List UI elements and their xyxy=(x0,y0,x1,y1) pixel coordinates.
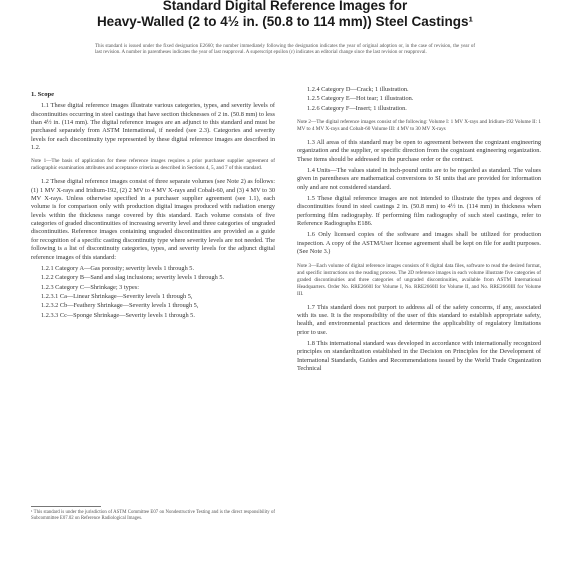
list-item-1-2-3: 1.2.3 Category C—Shrinkage; 3 types: xyxy=(41,283,139,291)
title-line-2: Heavy-Walled (2 to 4½ in. (50.8 to 114 mm)) Steel Castings¹ xyxy=(96,14,474,29)
note-2: Note 2—The digital reference images consist of the following: Volume I: 1 MV X-rays and Iridium-192 Volume II: 1 MV to 4 MV X-rays and Cobalt-60 Volume III: 4 MV to 30 MV X-rays xyxy=(297,119,541,133)
list-item-1-2-2: 1.2.2 Category B—Sand and slag inclusions; severity levels 1 through 5. xyxy=(41,274,225,282)
footnote-area xyxy=(31,500,275,522)
paragraph-1-6: 1.6 Only licensed copies of the software and images shall be utilized for production inspection. A copy of the ASTM/User license agreement shall be kept on file for audit purposes. (See Note 3.) xyxy=(297,231,541,256)
footnote-1: ¹ This standard is under the jurisdiction of ASTM Committee E07 on Nondestructive Testing and is the direct responsibility of Subcommittee E07.02 on Reference Radiological Images. xyxy=(31,510,275,521)
paragraph-1-7: 1.7 This standard does not purport to address all of the safety concerns, if any, associated with its use. It is the responsibility of the user of this standard to establish appropriate safety, health, and environmental practices and determine the applicability of regulatory limitations prior to use. xyxy=(297,303,541,336)
paragraph-1-1: 1.1 These digital reference images illustrate various categories, types, and severity levels of discontinuities occurring in steel castings that have section thicknesses of 2 in. (50.8 mm) to less than 4½ in. (114 mm). The digital reference images are an adjunct to this standard and must be purchased separately from ASTM International, if needed (see 2.3). Categories and severity levels for each discontinuity type represented by these digital reference images are described in 1.2. xyxy=(31,102,275,152)
note-1: Note 1—The basis of application for these reference images requires a prior purchaser supplier agreement of radiographic examination attributes and acceptance criteria as described in Sections 4, 5, and 7 of this standard. xyxy=(31,158,275,172)
paragraph-1-2: 1.2 These digital reference images consist of three separate volumes (see Note 2) as follows: (1) 1 MV X-rays and Iridium-192, (2) 2 MV to 4 MV X-rays and Cobalt-60, and (3) 4 MV to 30 MV X-rays. Unless otherwise specified in a purchaser supplier agreement (see 1.1), each volume is for comparison only with production digital images produced with radiation energy levels within the thickness range covered by this standard. Each volume consists of five categories of graded discontinuities of increasing severity level and three categories of ungraded discontinuities. Reference images containing ungraded discontinuities are provided as a guide for recognition of a specific casting discontinuity type where severity levels are not needed. The following is a list of discontinuity categories, types, and severity levels for the adjunct digital reference images of this standard: xyxy=(31,178,275,261)
footnote-rule xyxy=(31,506,101,507)
document-title xyxy=(0,0,570,30)
right-column xyxy=(297,86,541,376)
list-item-1-2-4: 1.2.4 Category D—Crack; 1 illustration. xyxy=(307,86,409,93)
list-item-1-2-5: 1.2.5 Category E—Hot tear; 1 illustration. xyxy=(307,95,414,103)
list-item-1-2-6: 1.2.6 Category F—Insert; 1 illustration. xyxy=(307,104,407,112)
paragraph-1-5: 1.5 These digital reference images are not intended to illustrate the types and degrees of discontinuities found in steel castings 2 in. (50.8 mm) to 4½ in. (114 mm) in thickness when performing film radiography. If performing film radiography of such steel castings, refer to Reference Radiographs E186. xyxy=(297,195,541,228)
paragraph-1-3: 1.3 All areas of this standard may be open to agreement between the cognizant engineering organization and the supplier, or specific direction from the cognizant engineering organization. These items should be addressed in the purchase order or the contract. xyxy=(297,139,541,163)
designation-notice: This standard is issued under the fixed designation E2660; the number immediately following the designation indicates the year of original adoption or, in the case of revision, the year of last revision. A number in parentheses indicates the year of last reapproval. A superscript epsilon (ε) indicates an editorial change since the last revision or reapproval. xyxy=(95,44,475,56)
paragraph-1-4: 1.4 Units—The values stated in inch-pound units are to be regarded as standard. The values given in parentheses are mathematical conversions to SI units that are provided for information only and are not considered standard. xyxy=(297,167,541,191)
list-item-1-2-3-2: 1.2.3.2 Cb—Feathery Shrinkage—Severity levels 1 through 5, xyxy=(41,302,199,310)
paragraph-1-8: 1.8 This international standard was developed in accordance with internationally recognized principles on standardization established in the Decision on Principles for the Development of International Standards, Guides and Recommendations issued by the World Trade Organization Technical xyxy=(297,339,541,372)
title-line-1: Standard Digital Reference Images for xyxy=(162,0,408,13)
scope-heading: 1. Scope xyxy=(31,91,55,98)
note-3: Note 3—Each volume of digital reference images consists of 8 digital data files, software to read the desired format, and specific instructions on the reading process. The 2D reference images in each volume illustrate five categories of graded discontinuities and three categories of ungraded discontinuities, available from ASTM International Headquarters. Order No. RRE2660I for Volume I, No. RRE2660II for Volume II, and No. RRE2660III for Volume III. xyxy=(297,262,541,297)
left-column xyxy=(31,88,275,521)
list-item-1-2-3-1: 1.2.3.1 Ca—Linear Shrinkage—Severity levels 1 through 5, xyxy=(41,292,193,300)
list-item-1-2-1: 1.2.1 Category A—Gas porosity; severity levels 1 through 5. xyxy=(41,264,195,272)
list-item-1-2-3-3: 1.2.3.3 Cc—Sponge Shrinkage—Severity levels 1 through 5. xyxy=(41,311,195,319)
